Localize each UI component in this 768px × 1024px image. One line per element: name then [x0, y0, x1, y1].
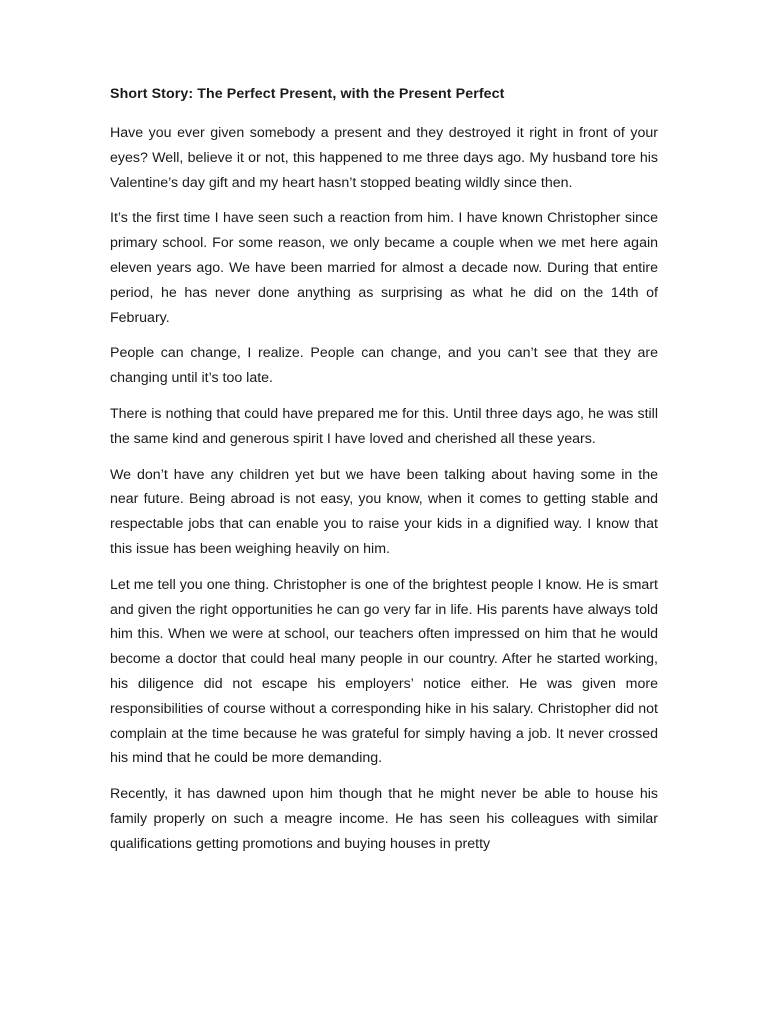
paragraph-2: It’s the first time I have seen such a reaction from him. I have known Christopher since primary school. For some reason, we only became a couple when we met here again eleven years ago. We have been married for almost a decade now. During that entire period, he has never done anything as surprising as what he did on the 14th of February. [110, 210, 658, 326]
paragraph-4: There is nothing that could have prepared me for this. Until three days ago, he was still the same kind and generous spirit I have loved and cherished all these years. [110, 405, 658, 447]
paragraph-3: People can change, I realize. People can change, and you can’t see that they are changing until it’s too late. [110, 345, 658, 387]
paragraph-6: Let me tell you one thing. Christopher is one of the brightest people I know. He is smart and given the right opportunities he can go very far in life. His parents have always told him this. When we were at school, our teachers often impressed on him that he would become a doctor that could heal many people in our country. After he started working, his diligence did not escape his employers’ notice either. He was given more responsibilities of course without a corresponding hike in his salary. Christopher did not complain at the time because he was grateful for simply having a job. It never crossed his mind that he could be more demanding. [110, 576, 658, 767]
paragraph-7: Recently, it has dawned upon him though that he might never be able to house his family properly on such a meagre income. He has seen his colleagues with similar qualifications getting promotions and buying houses in pretty [110, 786, 658, 852]
story-title: Short Story: The Perfect Present, with the Present Perfect [110, 86, 505, 102]
paragraph-5: We don’t have any children yet but we have been talking about having some in the near future. Being abroad is not easy, you know, when it comes to getting stable and respectable jobs that can enable you to raise your kids in a dignified way. I know that this issue has been weighing heavily on him. [110, 466, 658, 557]
paragraph-1: Have you ever given somebody a present and they destroyed it right in front of your eyes? Well, believe it or not, this happened to me three days ago. My husband tore his Valentine’s day gift and my heart hasn’t stopped beating wildly since then. [110, 125, 658, 191]
document-body [110, 84, 658, 868]
